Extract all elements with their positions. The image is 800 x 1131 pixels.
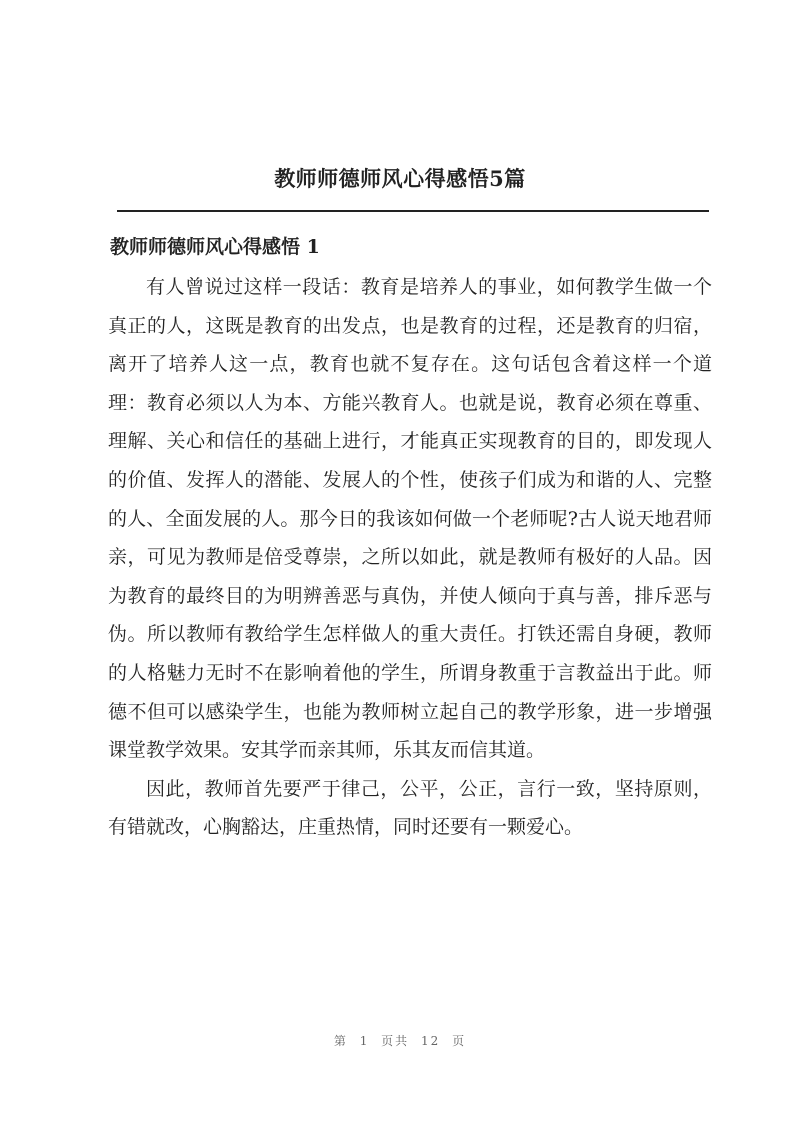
section-heading: 教师师德师风心得感悟 1 <box>110 236 320 258</box>
title-divider <box>117 210 709 212</box>
page-footer <box>0 1032 800 1049</box>
paragraph: 因此，教师首先要严于律己，公平，公正，言行一致，坚持原则，有错就改，心胸豁达，庄重热情，同时还要有一颗爱心。 <box>108 777 712 839</box>
page-label-middle: 页共 <box>381 1034 410 1048</box>
total-page-count: 12 <box>421 1034 441 1048</box>
current-page-number: 1 <box>359 1034 370 1048</box>
document-title: 教师师德师风心得感悟5篇 <box>274 166 526 191</box>
body-text <box>108 268 712 847</box>
paragraph: 有人曾说过这样一段话：教育是培养人的事业，如何教学生做一个真正的人，这既是教育的出发点，也是教育的过程，还是教育的归宿，离开了培养人这一点，教育也就不复存在。这句话包含着这样一个道理：教育必须以人为本、方能兴教育人。也就是说，教育必须在尊重、理解、关心和信任的基础上进行，才能真正实现教育的目的，即发现人的价值、发挥人的潜能、发展人的个性，使孩子们成为和谐的人、完整的人、全面发展的人。那今日的我该如何做一个老师呢?古人说天地君师亲，可见为教师是倍受尊崇，之所以如此，就是教师有极好的人品。因为教育的最终目的为明辨善恶与真伪，并使人倾向于真与善，排斥恶与伪。所以教师有教给学生怎样做人的重大责任。打铁还需自身硬，教师的人格魅力无时不在影响着他的学生，所谓身教重于言教益出于此。师德不但可以感染学生，也能为教师树立起自己的教学形象，进一步增强课堂教学效果。安其学而亲其师，乐其友而信其道。 <box>108 276 712 762</box>
page-label-prefix: 第 <box>333 1034 348 1048</box>
page-label-suffix: 页 <box>452 1034 467 1048</box>
